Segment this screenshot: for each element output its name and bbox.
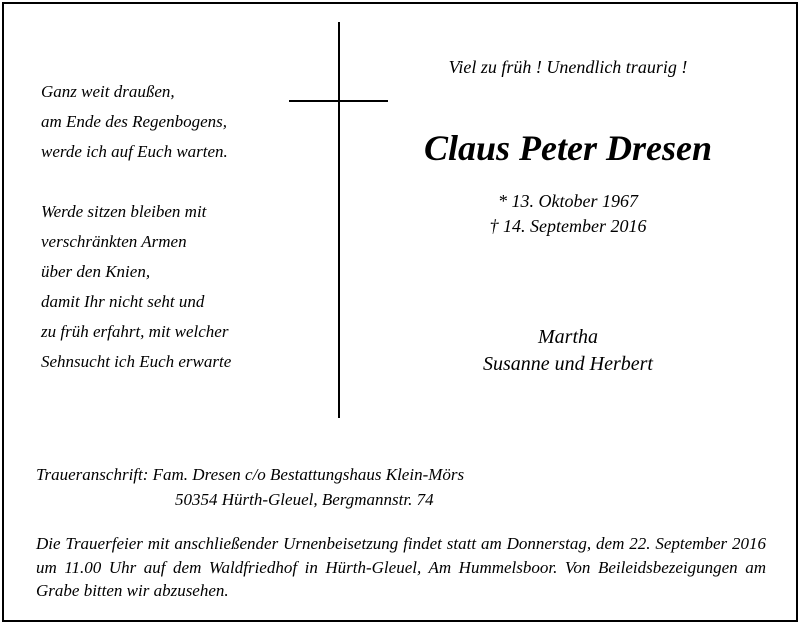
poem-line: zu früh erfahrt, mit welcher [41, 322, 229, 341]
cross-icon-bar [289, 100, 388, 102]
poem-line: werde ich auf Euch warten. [41, 142, 228, 161]
stanza-gap [41, 167, 311, 197]
mourners [388, 324, 748, 378]
poem-line: verschränkten Armen [41, 232, 187, 251]
death-date: † 14. September 2016 [489, 216, 647, 236]
address-line: Traueranschrift: Fam. Dresen c/o Bestattungshaus Klein-Mörs [36, 465, 465, 484]
poem-line: am Ende des Regenbogens, [41, 112, 228, 131]
deceased-name: Claus Peter Dresen [424, 128, 712, 168]
cross-icon [338, 22, 340, 418]
address-line: 50354 Hürth-Gleuel, Bergmannstr. 74 [175, 490, 434, 509]
poem-line: Werde sitzen bleiben mit [41, 202, 207, 221]
life-dates [388, 189, 748, 239]
funeral-notice: Die Trauerfeier mit anschließender Urnenbeisetzung findet statt am Donnerstag, dem 22. September 2016 um 11.00 Uhr auf dem Waldfriedhof in Hürth-Gleuel, Am Hummelsboor. Von Beileidsbezeigungen am Grabe bitten wir abzusehen. [36, 534, 766, 600]
motto: Viel zu früh ! Unendlich traurig ! [448, 57, 688, 77]
birth-date: * 13. Oktober 1967 [498, 191, 638, 211]
poem-line: damit Ihr nicht seht und [41, 292, 205, 311]
poem-line: Sehnsucht ich Euch erwarte [41, 352, 232, 371]
mourner-name: Susanne und Herbert [483, 353, 653, 375]
poem-line: über den Knien, [41, 262, 151, 281]
mourner-name: Martha [538, 326, 598, 348]
poem [41, 77, 311, 377]
mourning-address [36, 462, 464, 512]
poem-line: Ganz weit draußen, [41, 82, 175, 101]
